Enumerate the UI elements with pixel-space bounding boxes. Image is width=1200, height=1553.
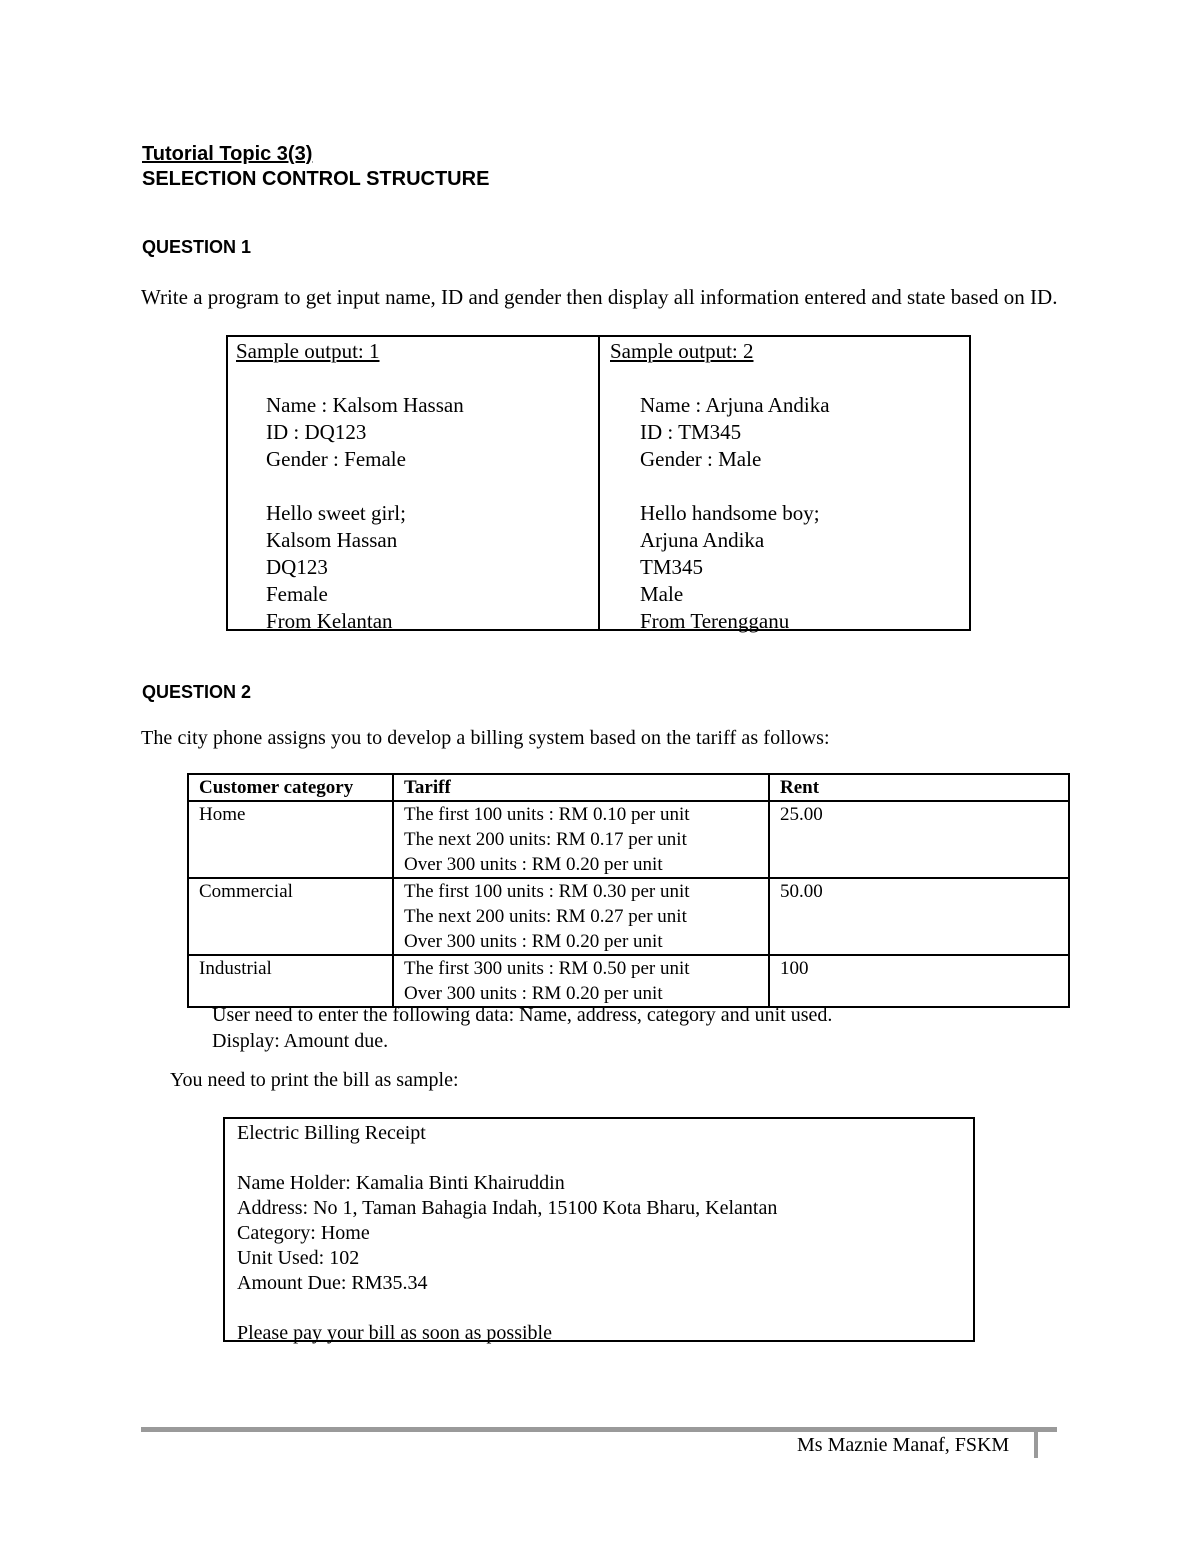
input-note: User need to enter the following data: Name, address, category and unit used. xyxy=(212,1004,833,1026)
sample-line xyxy=(640,365,965,392)
tariff-line: Over 300 units : RM 0.20 per unit xyxy=(404,854,663,875)
question-2-intro: The city phone assigns you to develop a billing system based on the tariff as follows: xyxy=(141,727,830,749)
sample-line: Gender : Male xyxy=(640,447,762,471)
document-subtitle: SELECTION CONTROL STRUCTURE xyxy=(142,168,490,190)
receipt-line: Category: Home xyxy=(237,1222,370,1244)
sample-line xyxy=(640,473,965,500)
sample-line: Kalsom Hassan xyxy=(266,528,398,552)
tariff-line: The first 100 units : RM 0.10 per unit xyxy=(404,804,690,825)
question-1-text: Write a program to get input name, ID and gender then display all information entered and state based on ID. xyxy=(141,285,1058,309)
tariff-table xyxy=(187,773,1070,1008)
sample-line: ID : DQ123 xyxy=(266,420,367,444)
sample-line: TM345 xyxy=(640,555,703,579)
cell-category: Home xyxy=(188,801,393,878)
sample-output-2 xyxy=(610,338,965,635)
cell-category: Industrial xyxy=(188,955,393,1007)
display-note: Display: Amount due. xyxy=(212,1030,389,1052)
tariff-line: The first 300 units : RM 0.50 per unit xyxy=(404,958,690,979)
document-title: Tutorial Topic 3(3) xyxy=(142,143,313,165)
cell-rent: 100 xyxy=(769,955,1069,1007)
cell-rent: 50.00 xyxy=(769,878,1069,955)
sample-line xyxy=(266,473,591,500)
column-header-rent: Rent xyxy=(769,774,1069,801)
tariff-line: The first 100 units : RM 0.30 per unit xyxy=(404,881,690,902)
sample-line: ID : TM345 xyxy=(640,420,742,444)
sample-receipt xyxy=(223,1117,975,1342)
sample-output-divider xyxy=(598,335,600,631)
receipt-line: Unit Used: 102 xyxy=(237,1247,360,1269)
table-row xyxy=(188,878,1069,955)
sample-line: From Kelantan xyxy=(266,609,393,633)
sample-line: Hello sweet girl; xyxy=(266,501,406,525)
footer-rule-tick xyxy=(1034,1432,1038,1458)
sample-output-2-header: Sample output: 2 xyxy=(610,339,754,363)
question-1-heading: QUESTION 1 xyxy=(142,237,252,257)
sample-line: Name : Arjuna Andika xyxy=(640,393,830,417)
cell-rent: 25.00 xyxy=(769,801,1069,878)
table-row xyxy=(188,801,1069,878)
cell-tariff xyxy=(393,878,769,955)
receipt-line xyxy=(237,1146,961,1171)
sample-output-1 xyxy=(236,338,591,635)
receipt-line xyxy=(237,1296,961,1321)
sample-line: Name : Kalsom Hassan xyxy=(266,393,464,417)
cell-tariff xyxy=(393,801,769,878)
receipt-line: Address: No 1, Taman Bahagia Indah, 15100 Kota Bharu, Kelantan xyxy=(237,1197,778,1219)
print-note: You need to print the bill as sample: xyxy=(170,1069,459,1091)
cell-category: Commercial xyxy=(188,878,393,955)
receipt-line: Amount Due: RM35.34 xyxy=(237,1272,428,1294)
receipt-line: Electric Billing Receipt xyxy=(237,1122,426,1144)
cell-tariff xyxy=(393,955,769,1007)
tariff-line: The next 200 units: RM 0.27 per unit xyxy=(404,906,687,927)
footer-author: Ms Maznie Manaf, FSKM xyxy=(797,1434,1010,1456)
table-row xyxy=(188,955,1069,1007)
column-header-tariff: Tariff xyxy=(393,774,769,801)
receipt-line: Name Holder: Kamalia Binti Khairuddin xyxy=(237,1172,565,1194)
sample-line: Male xyxy=(640,582,684,606)
sample-line: Gender : Female xyxy=(266,447,406,471)
sample-output-1-header: Sample output: 1 xyxy=(236,339,380,363)
tariff-line: Over 300 units : RM 0.20 per unit xyxy=(404,983,663,1004)
sample-line: Female xyxy=(266,582,328,606)
tariff-line: Over 300 units : RM 0.20 per unit xyxy=(404,931,663,952)
table-header-row xyxy=(188,774,1069,801)
footer-rule xyxy=(141,1427,1057,1432)
column-header-category: Customer category xyxy=(188,774,393,801)
sample-line: DQ123 xyxy=(266,555,328,579)
tariff-line: The next 200 units: RM 0.17 per unit xyxy=(404,829,687,850)
receipt-line: Please pay your bill as soon as possible xyxy=(237,1322,552,1344)
sample-line: From Terengganu xyxy=(640,609,790,633)
sample-line: Arjuna Andika xyxy=(640,528,765,552)
question-2-heading: QUESTION 2 xyxy=(142,682,252,702)
sample-line xyxy=(266,365,591,392)
sample-line: Hello handsome boy; xyxy=(640,501,820,525)
